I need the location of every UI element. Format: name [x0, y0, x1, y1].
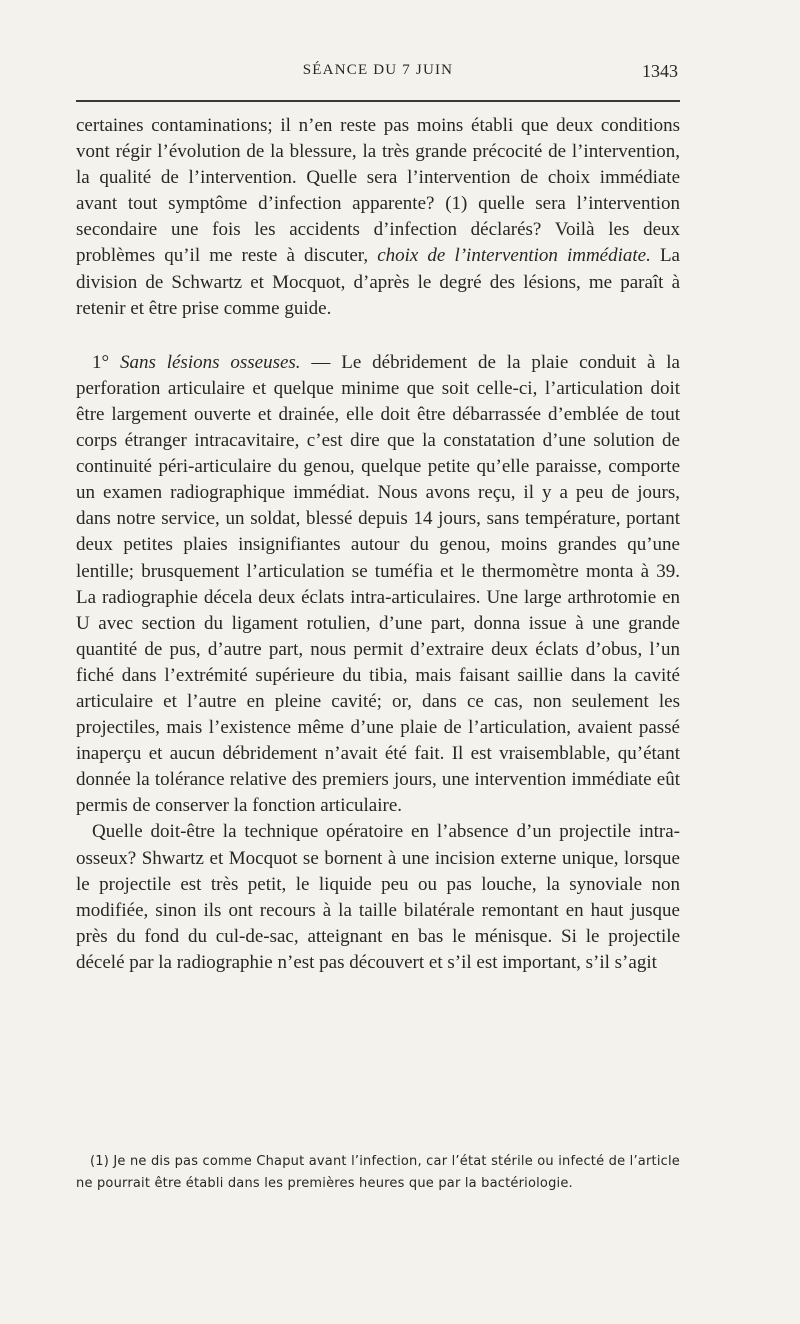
- paragraph-intro-text-a: certaines contaminations; il n’en reste pas moins établi que deux conditions vont régir l’évolution de la blessure, la très grande précocité de l’intervention, la qualité de l’intervention. Quelle sera l’intervention de choix immédiate avant tout symptôme d’infection apparente? (1) quelle sera l’intervention secondaire une fois les accidents d’infection déclarés? Voilà les deux problèmes qu’il me reste à discuter,: [76, 115, 680, 267]
- running-title: SÉANCE DU 7 JUIN: [302, 62, 454, 78]
- paragraph-technique: Quelle doit-être la technique opératoire en l’absence d’un projectile intra-osseux? Shwartz et Mocquot se bornent à une incision externe unique, lorsque le projectile est très petit, le liquide peu ou pas louche, la synoviale non modifiée, sinon ils ont recours à la taille bilatérale remontant en haut jusque près du fond du cul-de-sac, atteignant en bas le ménisque. Si le projectile décelé par la radiographie n’est pas découvert et s’il est important, s’il s’agit: [76, 821, 680, 973]
- page-header: [76, 62, 680, 86]
- section-number: 1°: [92, 351, 120, 373]
- paragraph-intro: [76, 113, 680, 322]
- paragraph-intro-text-b: La division de Schwartz et Mocquot, d’après le degré des lésions, me paraît à retenir et être prise comme guide.: [76, 245, 680, 319]
- paragraph-intro-emphasis: choix de l’intervention immédiate.: [377, 245, 651, 267]
- footnote-text: (1) Je ne dis pas comme Chaput avant l’infection, car l’état stérile ou infecté de l’article ne pourrait être établi dans les premières heures que par la bactériologie.: [76, 1154, 680, 1191]
- section-heading: Sans lésions osseuses.: [119, 351, 301, 373]
- body-text: [76, 113, 680, 976]
- page-number: 1343: [642, 61, 678, 81]
- paragraph-section-1: [76, 350, 680, 820]
- paragraph-section-1-text: — Le débridement de la plaie conduit à la perforation articulaire et quelque minime que soit celle-ci, l’articulation doit être largement ouverte et drainée, elle doit être débarrassée d’emblée de tout corps étranger intracavitaire, c’est dire que la constatation d’une solution de continuité péri-articulaire du genou, quelque petite qu’elle paraisse, comporte un examen radiographique immédiat. Nous avons reçu, il y a peu de jours, dans notre service, un soldat, blessé depuis 14 jours, sans température, portant deux petites plaies insignifiantes autour du genou, moins grandes qu’une lentille; brusquement l’articulation se tuméfia et le thermomètre monta à 39. La radiographie décela deux éclats intra-articulaires. Une large arthrotomie en U avec section du ligament rotulien, d’une part, donna issue à une grande quantité de pus, d’autre part, nous permit d’extraire deux éclats d’obus, l’un fiché dans l’extrémité supérieure du tibia, mais faisant saillie dans la cavité articulaire et l’autre en pleine cavité; or, dans ce cas, non seulement les projectiles, mais l’existence même d’une plaie de l’articulation, avaient passé inaperçu et aucun débridement n’avait été fait. Il est vraisemblable, qu’étant donnée la tolérance relative des premiers jours, une intervention immédiate eût permis de conserver la fonction articulaire.: [76, 351, 680, 817]
- footnote: [76, 1151, 680, 1195]
- header-rule: [76, 100, 680, 102]
